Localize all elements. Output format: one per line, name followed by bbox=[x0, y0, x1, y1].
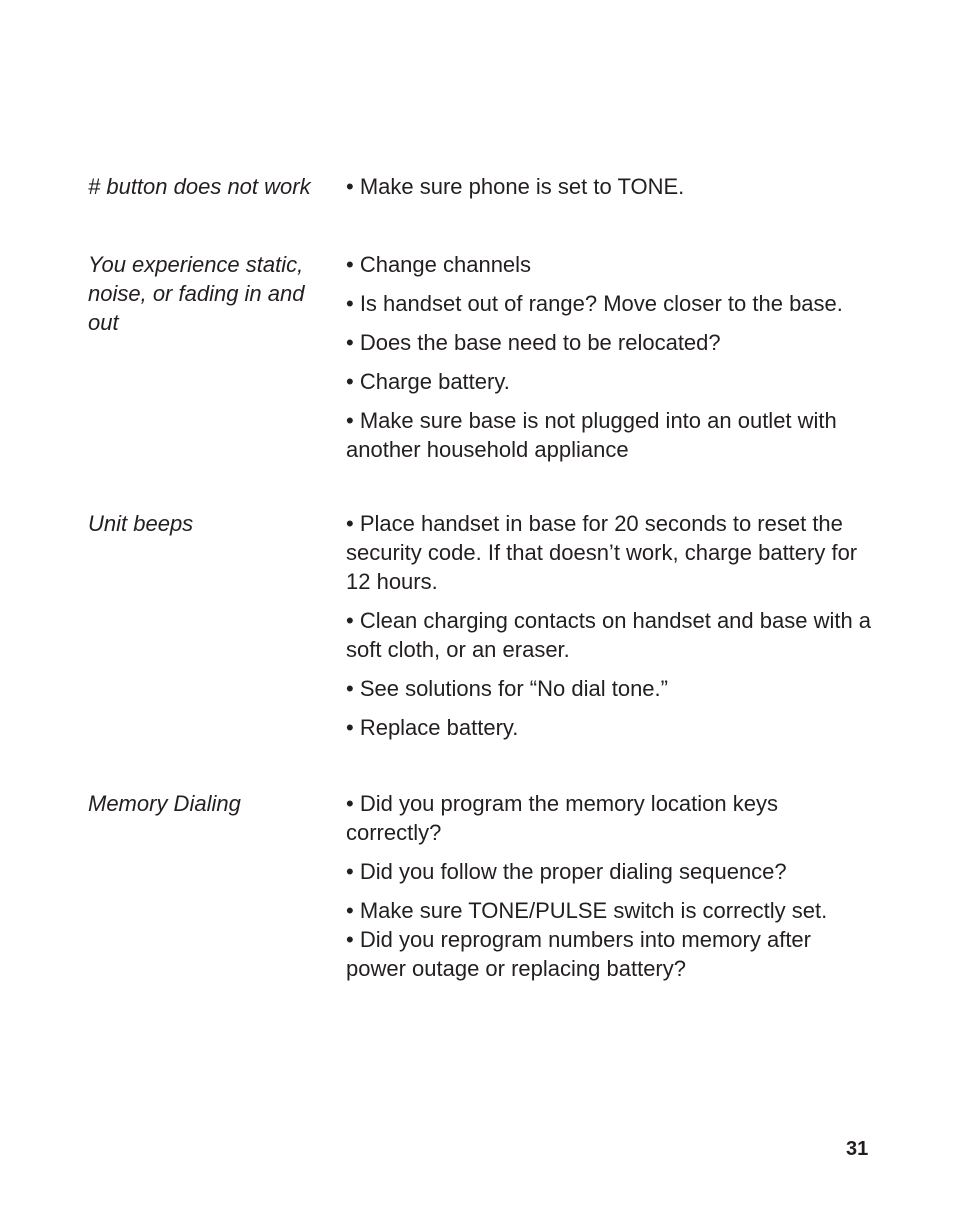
solution-item: • Did you reprogram numbers into memory after power outage or replacing battery? bbox=[346, 927, 811, 981]
solution-list bbox=[346, 789, 876, 993]
solution-list bbox=[346, 509, 876, 752]
solution-item: • Change channels bbox=[346, 252, 532, 277]
problem-label: Unit beeps bbox=[88, 511, 194, 536]
problem-label: Memory Dialing bbox=[88, 791, 241, 816]
solution-item: • Replace battery. bbox=[346, 715, 519, 740]
solution-item: • Place handset in base for 20 seconds to reset the security code. If that doesn’t work, charge battery for 12 hours. bbox=[346, 511, 858, 594]
problem-label: You experience static, noise, or fading in and out bbox=[88, 252, 305, 335]
solution-item: • Make sure TONE/PULSE switch is correctly set. bbox=[346, 898, 828, 923]
solution-item: • Did you follow the proper dialing sequence? bbox=[346, 859, 787, 884]
solution-item: • Make sure base is not plugged into an outlet with another household appliance bbox=[346, 408, 837, 462]
page-number: 31 bbox=[846, 1138, 869, 1160]
solution-item: • Make sure phone is set to TONE. bbox=[346, 174, 685, 199]
solution-item: • Is handset out of range? Move closer to the base. bbox=[346, 291, 843, 316]
solution-list bbox=[346, 172, 876, 211]
solution-item: • Did you program the memory location keys correctly? bbox=[346, 791, 778, 845]
solution-item: • See solutions for “No dial tone.” bbox=[346, 676, 668, 701]
solution-item: • Does the base need to be relocated? bbox=[346, 330, 721, 355]
solution-item: • Clean charging contacts on handset and base with a soft cloth, or an eraser. bbox=[346, 608, 872, 662]
solution-list bbox=[346, 250, 876, 474]
solution-item: • Charge battery. bbox=[346, 369, 510, 394]
problem-label: # button does not work bbox=[88, 174, 311, 199]
